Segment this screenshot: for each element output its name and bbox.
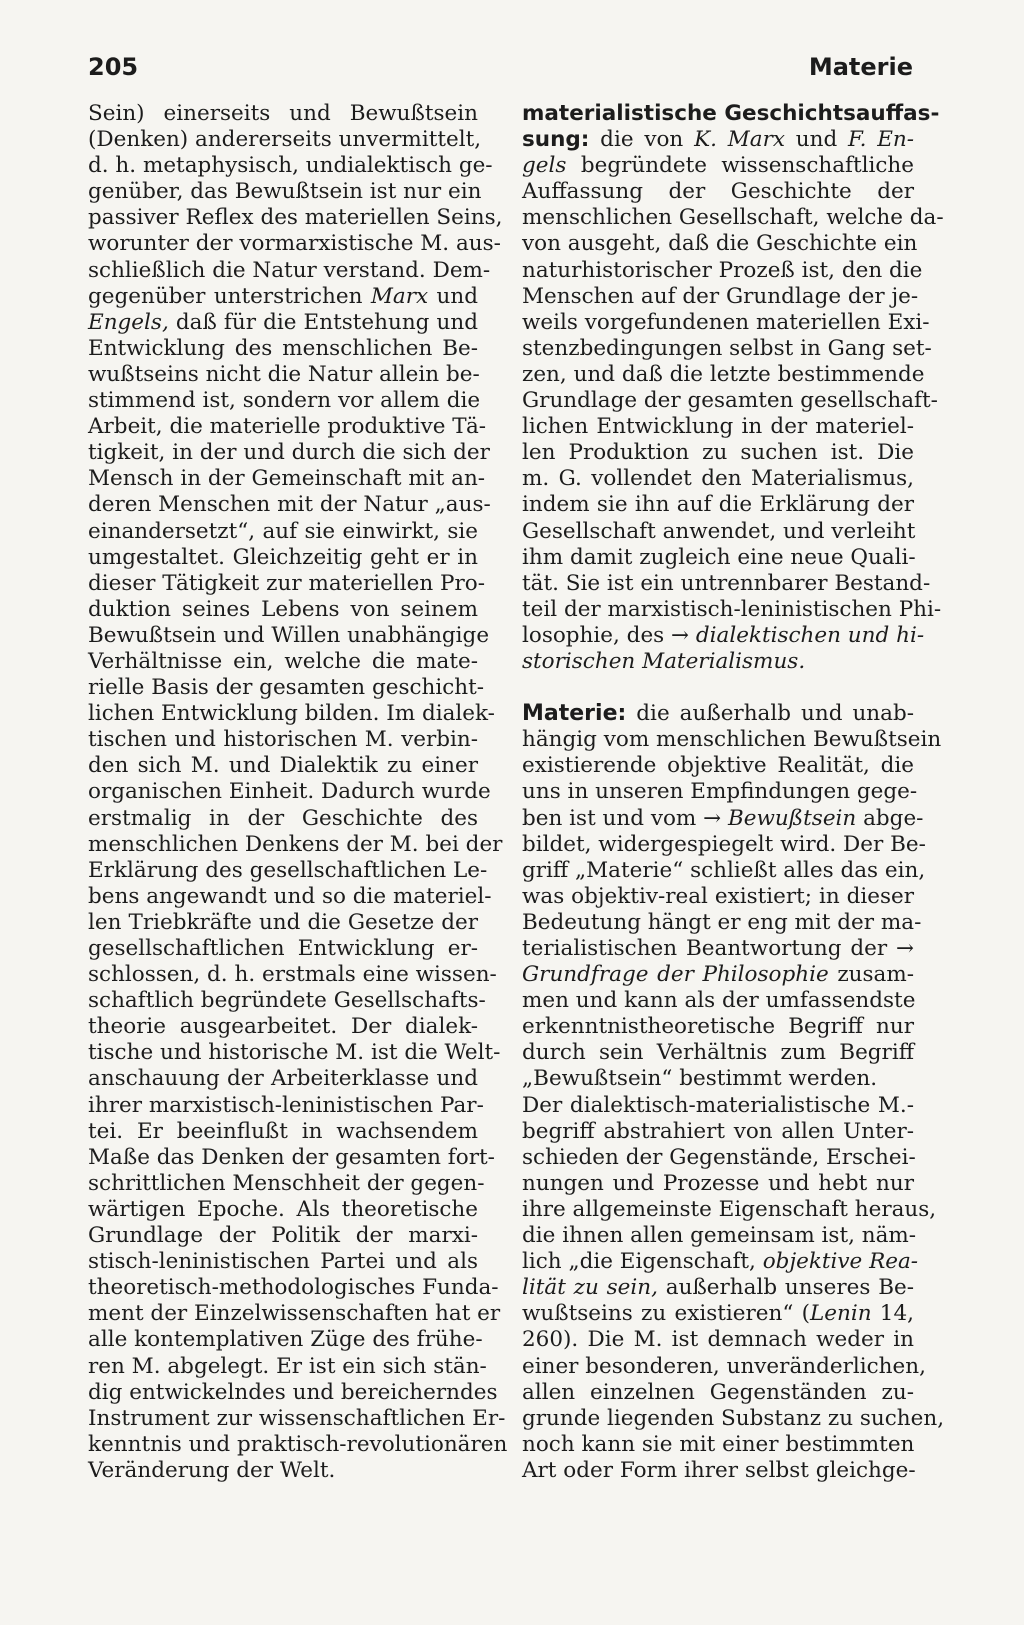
text-line: durch sein Verhältnis zum Begriff bbox=[522, 1040, 914, 1066]
text-line: „Bewußtsein“ bestimmt werden. bbox=[522, 1066, 878, 1092]
text-line: zen, und daß die letzte bestimmende bbox=[522, 361, 925, 387]
text-line: Menschen auf der Grundlage der je- bbox=[522, 283, 919, 309]
text-line: indem sie ihn auf die Erklärung der bbox=[522, 492, 914, 518]
entry-lemma: materialistische Geschichtsauffas- bbox=[522, 101, 940, 126]
text-segment: daß für die Entstehung und bbox=[168, 309, 478, 335]
text-line: genüber, das Bewußtsein ist nur ein bbox=[88, 179, 482, 205]
text-line: terialistischen Beantwortung der → bbox=[522, 936, 914, 961]
text-line: was objektiv-real existiert; in dieser bbox=[522, 883, 914, 909]
text-line: Bewußtsein und Willen unabhängige bbox=[88, 622, 490, 648]
text-line: Auffassung der Geschichte der bbox=[522, 179, 914, 205]
running-head: Materie bbox=[808, 53, 913, 81]
text-line: bens angewandt und so die materiel- bbox=[88, 883, 492, 909]
text-line: Entwicklung des menschlichen Be- bbox=[88, 335, 478, 361]
text-line: tät. Sie ist ein untrennbarer Bestand- bbox=[522, 570, 931, 596]
text-line: passiver Reflex des materiellen Seins, bbox=[88, 205, 503, 231]
cross-reference: → dialektischen und hi- bbox=[671, 622, 925, 648]
text-segment: begründete wissenschaftliche bbox=[566, 153, 914, 179]
text-line: uns in unseren Empfindungen gege- bbox=[522, 779, 918, 805]
text-line: menschlichen Denkens der M. bei der bbox=[88, 831, 503, 857]
text-line: ihrer marxistisch-leninistischen Par- bbox=[88, 1092, 484, 1118]
text-line: d. h. metaphysisch, undialektisch ge- bbox=[88, 153, 493, 179]
text-line: schieden der Gegenstände, Erschei- bbox=[522, 1144, 916, 1170]
page-number: 205 bbox=[88, 53, 139, 81]
text-line: Veränderung der Welt. bbox=[88, 1457, 336, 1483]
text-segment: abge- bbox=[856, 805, 924, 831]
text-line: duktion seines Lebens von seinem bbox=[88, 596, 478, 622]
left-column bbox=[88, 101, 508, 1484]
text-line: weils vorgefundenen materiellen Exi- bbox=[522, 309, 930, 335]
text-line: schrittlichen Menschheit der gegen- bbox=[88, 1170, 485, 1196]
text-line: dig entwickelndes und bereicherndes bbox=[88, 1379, 498, 1405]
text-line: die ihnen allen gemeinsam ist, näm- bbox=[522, 1223, 917, 1249]
text-segment: und bbox=[784, 127, 849, 153]
text-line: rielle Basis der gesamten geschicht- bbox=[88, 675, 485, 701]
text-line: gesellschaftlichen Entwicklung er- bbox=[88, 936, 478, 961]
cross-reference: storischen Materialismus. bbox=[522, 648, 806, 674]
text-line: organischen Einheit. Dadurch wurde bbox=[88, 779, 491, 805]
text-line: Sein) einerseits und Bewußtsein bbox=[88, 101, 478, 126]
right-column bbox=[522, 101, 945, 1484]
text-line: lichen Entwicklung bilden. Im dialek- bbox=[88, 701, 495, 727]
text-line: Art oder Form ihrer selbst gleichge- bbox=[522, 1457, 916, 1483]
text-line: griff „Materie“ schließt alles das ein, bbox=[522, 857, 926, 883]
text-line: Arbeit, die materielle produktive Tä- bbox=[88, 414, 487, 440]
author-name: F. En- bbox=[848, 127, 915, 153]
text-line bbox=[522, 649, 914, 675]
entry-lemma: Materie: bbox=[522, 701, 627, 727]
quotation-emphasis: objektive Rea- bbox=[762, 1249, 919, 1275]
text-line: bildet, widergespiegelt wird. Der Be- bbox=[522, 831, 926, 857]
text-segment: außerhalb unseres Be- bbox=[657, 1275, 915, 1301]
text-line: stisch-leninistischen Partei und als bbox=[88, 1249, 478, 1275]
cross-reference: → Bewußtsein bbox=[703, 805, 857, 831]
text-line: ihm damit zugleich eine neue Quali- bbox=[522, 544, 916, 570]
text-line bbox=[522, 127, 914, 153]
text-line: Bedeutung hängt er eng mit der ma- bbox=[522, 909, 922, 935]
text-line: ihre allgemeinste Eigenschaft heraus, bbox=[522, 1196, 937, 1222]
text-line: len Triebkräfte und die Gesetze der bbox=[88, 909, 478, 935]
text-line: deren Menschen mit der Natur „aus- bbox=[88, 492, 491, 518]
text-line bbox=[522, 153, 914, 179]
text-line: existierende objektive Realität, die bbox=[522, 753, 914, 779]
text-line: wußtseins nicht die Natur allein be- bbox=[88, 361, 480, 387]
text-line bbox=[522, 622, 925, 649]
text-line: den sich M. und Dialektik zu einer bbox=[88, 753, 478, 779]
text-line: ren M. abgelegt. Er ist ein sich stän- bbox=[88, 1353, 487, 1379]
text-line: Maße das Denken der gesamten fort- bbox=[88, 1144, 495, 1170]
text-line: umgestaltet. Gleichzeitig geht er in bbox=[88, 544, 478, 570]
text-segment: und bbox=[428, 283, 478, 309]
text-line: erkenntnistheoretische Begriff nur bbox=[522, 1014, 914, 1040]
text-line: m. G. vollendet den Materialismus, bbox=[522, 466, 914, 492]
text-line: 260). Die M. ist demnach weder in bbox=[522, 1327, 914, 1353]
text-segment: wußtseins zu existieren“ ( bbox=[522, 1301, 810, 1327]
text-line: Grundlage der gesamten gesellschaft- bbox=[522, 388, 938, 414]
author-name-engels: Engels, bbox=[88, 309, 169, 335]
text-line: einer besonderen, unveränderlichen, bbox=[522, 1353, 926, 1379]
text-segment: losophie, des bbox=[522, 622, 672, 648]
text-line: (Denken) andererseits unvermittelt, bbox=[88, 127, 482, 153]
text-line: kenntnis und praktisch-revolutionären bbox=[88, 1431, 508, 1457]
author-name: gels bbox=[522, 153, 567, 179]
text-line: Gesellschaft anwendet, und verleiht bbox=[522, 518, 916, 544]
author-name: Lenin bbox=[809, 1301, 872, 1327]
text-line bbox=[522, 805, 924, 832]
text-segment: lich „die Eigenschaft, bbox=[522, 1249, 763, 1275]
text-line: dieser Tätigkeit zur materiellen Pro- bbox=[88, 570, 485, 596]
text-line bbox=[522, 1301, 914, 1327]
text-line bbox=[522, 1275, 914, 1301]
text-line bbox=[522, 1249, 919, 1275]
text-line: nungen und Prozesse und hebt nur bbox=[522, 1170, 914, 1196]
text-line: tischen und historischen M. verbin- bbox=[88, 727, 478, 753]
text-line bbox=[522, 962, 914, 988]
text-line: menschlichen Gesellschaft, welche da- bbox=[522, 205, 944, 231]
text-line: grunde liegenden Substanz zu suchen, bbox=[522, 1405, 945, 1431]
text-segment: die außerhalb und unab- bbox=[626, 701, 914, 727]
author-name-marx: Marx bbox=[370, 283, 429, 309]
text-line: tei. Er beeinflußt in wachsendem bbox=[88, 1118, 478, 1144]
text-line: theorie ausgearbeitet. Der dialek- bbox=[88, 1014, 478, 1040]
text-line: Grundlage der Politik der marxi- bbox=[88, 1223, 478, 1249]
text-segment: die von bbox=[589, 127, 695, 153]
text-line: alle kontemplativen Züge des frühe- bbox=[88, 1327, 483, 1353]
text-line: noch kann sie mit einer bestimmten bbox=[522, 1431, 915, 1457]
text-line: begriff abstrahiert von allen Unter- bbox=[522, 1118, 914, 1144]
text-line: von ausgeht, daß die Geschichte ein bbox=[522, 231, 918, 257]
text-line: lichen Entwicklung in der materiel- bbox=[522, 414, 914, 440]
quotation-emphasis: lität zu sein, bbox=[522, 1275, 658, 1301]
text-line: ment der Einzelwissenschaften hat er bbox=[88, 1301, 501, 1327]
author-name: K. Marx bbox=[694, 127, 785, 153]
entry-lemma: sung: bbox=[522, 127, 590, 153]
text-segment: 14, bbox=[871, 1301, 915, 1327]
text-line: einandersetzt“, auf sie einwirkt, sie bbox=[88, 518, 478, 544]
text-line bbox=[88, 310, 478, 336]
text-line: wärtigen Epoche. Als theoretische bbox=[88, 1196, 478, 1222]
text-line: erstmalig in der Geschichte des bbox=[88, 805, 478, 831]
text-line bbox=[88, 284, 478, 310]
entry-separator bbox=[522, 675, 914, 701]
text-line: naturhistorischer Prozeß ist, den die bbox=[522, 257, 923, 283]
text-line: theoretisch-methodologisches Funda- bbox=[88, 1275, 499, 1301]
text-line: teil der marxistisch-leninistischen Phi- bbox=[522, 596, 942, 622]
text-line: men und kann als der umfassendste bbox=[522, 988, 916, 1014]
text-line: allen einzelnen Gegenständen zu- bbox=[522, 1379, 914, 1405]
text-segment: gegenüber unterstrichen bbox=[88, 283, 371, 309]
text-line: Erklärung des gesellschaftlichen Le- bbox=[88, 857, 488, 883]
text-segment: zusam- bbox=[828, 962, 914, 988]
text-line: hängig vom menschlichen Bewußtsein bbox=[522, 727, 942, 753]
cross-reference: Grundfrage der Philosophie bbox=[522, 962, 829, 988]
text-line: Der dialektisch-materialistische M.- bbox=[522, 1092, 914, 1118]
text-line: stenzbedingungen selbst in Gang set- bbox=[522, 335, 932, 361]
text-line: anschauung der Arbeiterklasse und bbox=[88, 1066, 478, 1092]
text-line: schließlich die Natur verstand. Dem- bbox=[88, 257, 491, 283]
text-line: tische und historische M. ist die Welt- bbox=[88, 1040, 501, 1066]
text-line: Instrument zur wissenschaftlichen Er- bbox=[88, 1405, 506, 1431]
text-line: len Produktion zu suchen ist. Die bbox=[522, 440, 914, 466]
text-line: schlossen, d. h. erstmals eine wissen- bbox=[88, 962, 497, 988]
text-line: Verhältnisse ein, welche die mate- bbox=[88, 648, 478, 674]
text-line: stimmend ist, sondern vor allem die bbox=[88, 388, 481, 414]
text-line: schaftlich begründete Gesellschafts- bbox=[88, 988, 486, 1014]
text-line: tigkeit, in der und durch die sich der bbox=[88, 440, 490, 466]
text-segment: ben ist und vom bbox=[522, 805, 704, 831]
text-line bbox=[522, 701, 914, 727]
text-line: Mensch in der Gemeinschaft mit an- bbox=[88, 466, 486, 492]
text-line: worunter der vormarxistische M. aus- bbox=[88, 231, 501, 257]
